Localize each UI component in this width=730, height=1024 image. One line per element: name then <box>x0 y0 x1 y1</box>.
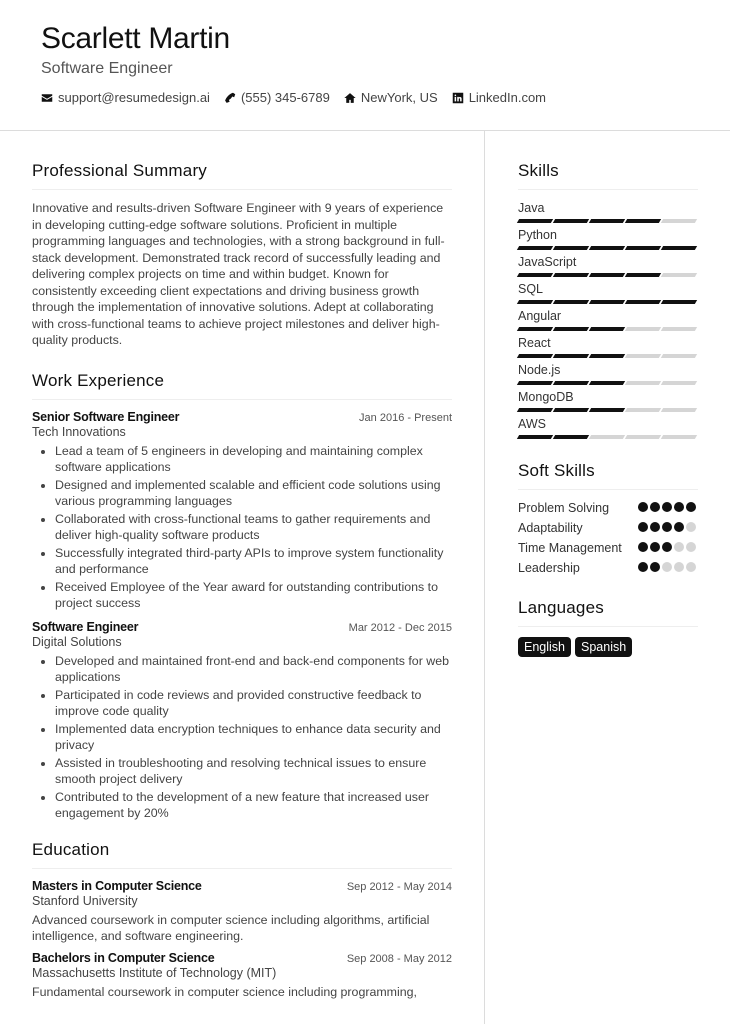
skill-level-segment <box>553 327 589 331</box>
soft-skills-section <box>518 461 698 576</box>
skill-name: Angular <box>518 309 562 323</box>
soft-skill-name: Problem Solving <box>518 501 610 515</box>
soft-skill-item <box>518 520 698 536</box>
contact-linkedin[interactable] <box>452 90 546 105</box>
soft-skill-item <box>518 500 698 516</box>
rating-dot <box>650 542 660 552</box>
language-tag: English <box>518 637 571 657</box>
skill-level-segment <box>589 246 625 250</box>
column-divider <box>484 131 485 1024</box>
rating-dot <box>638 522 648 532</box>
rating-dot <box>686 502 696 512</box>
summary-section <box>32 161 452 349</box>
job-bullets <box>32 653 452 822</box>
language-tags <box>518 637 698 657</box>
job-title: Software Engineer <box>32 619 139 634</box>
skill-item <box>518 362 698 385</box>
skill-level-segment <box>625 381 661 385</box>
soft-skills-list <box>518 500 698 576</box>
rating-dot <box>662 502 672 512</box>
job-date: Mar 2012 - Dec 2015 <box>348 621 452 634</box>
job-bullet: • Contributed to the development of a new feature that increased user engagement by 20% <box>55 789 452 822</box>
linkedin-icon <box>452 92 464 104</box>
skill-level-segment <box>661 408 697 412</box>
rating-dot <box>686 542 696 552</box>
envelope-icon <box>41 92 53 104</box>
rating-dot <box>638 542 648 552</box>
rating-dot <box>650 502 660 512</box>
skill-level-segment <box>661 381 697 385</box>
skill-level-segment <box>553 435 589 439</box>
skill-level-bar <box>518 435 698 439</box>
skill-level-segment <box>553 381 589 385</box>
skill-name: JavaScript <box>518 255 577 269</box>
skill-level-segment <box>553 300 589 304</box>
degree-title: Bachelors in Computer Science <box>32 950 215 965</box>
skill-level-bar <box>518 300 698 304</box>
soft-skill-name: Time Management <box>518 541 622 555</box>
school-name: Stanford University <box>32 893 138 908</box>
skill-level-segment <box>517 381 553 385</box>
skill-level-segment <box>661 219 697 223</box>
skill-level-segment <box>589 435 625 439</box>
skill-level-segment <box>589 327 625 331</box>
rating-dot <box>662 562 672 572</box>
soft-skill-name: Leadership <box>518 561 580 575</box>
skill-name: MongoDB <box>518 390 574 404</box>
degree-description: Fundamental coursework in computer science including programming, <box>32 984 417 999</box>
main-column <box>32 161 452 1006</box>
job-bullet: • Successfully integrated third-party APIs to improve system functionality and performance <box>55 545 452 578</box>
degree-title: Masters in Computer Science <box>32 878 202 893</box>
job-entry <box>32 620 452 822</box>
rating-dot <box>674 542 684 552</box>
skill-name: SQL <box>518 282 544 296</box>
contact-location-text: NewYork, US <box>360 90 438 105</box>
skill-level-bar <box>518 219 698 223</box>
rating-dot <box>674 562 684 572</box>
skill-level-segment <box>517 354 553 358</box>
skill-level-segment <box>625 273 661 277</box>
section-title-summary: Professional Summary <box>32 161 452 190</box>
degree-date: Sep 2012 - May 2014 <box>346 880 452 893</box>
skill-name: AWS <box>518 417 547 431</box>
skill-level-segment <box>553 273 589 277</box>
skill-level-segment <box>661 354 697 358</box>
contact-email[interactable] <box>41 90 210 105</box>
rating-dot <box>674 522 684 532</box>
skill-item <box>518 227 698 250</box>
skill-level-bar <box>518 273 698 277</box>
skill-level-bar <box>518 327 698 331</box>
skill-level-segment <box>589 381 625 385</box>
skills-list <box>518 200 698 439</box>
rating-dot <box>650 522 660 532</box>
job-entry <box>32 410 452 612</box>
job-bullet: • Assisted in troubleshooting and resolving technical issues to ensure smooth project delivery <box>55 755 452 788</box>
contact-linkedin-text: LinkedIn.com <box>468 90 547 105</box>
skill-level-segment <box>625 435 661 439</box>
education-section <box>32 840 452 1001</box>
contact-location <box>344 90 438 105</box>
skill-level-segment <box>661 300 697 304</box>
skill-level-segment <box>589 273 625 277</box>
skill-level-segment <box>625 246 661 250</box>
contact-phone[interactable] <box>224 90 330 105</box>
soft-skill-item <box>518 540 698 556</box>
home-icon <box>344 92 356 104</box>
skill-level-segment <box>661 273 697 277</box>
skill-level-segment <box>661 246 697 250</box>
candidate-name: Scarlett Martin <box>41 22 230 55</box>
job-bullet: • Implemented data encryption techniques to enhance data security and privacy <box>55 721 452 754</box>
skill-level-segment <box>517 435 553 439</box>
skill-level-segment <box>625 354 661 358</box>
rating-dot <box>686 562 696 572</box>
degree-date: Sep 2008 - May 2012 <box>346 952 452 965</box>
skill-level-segment <box>517 246 553 250</box>
section-title-soft-skills: Soft Skills <box>518 461 698 490</box>
skill-item <box>518 389 698 412</box>
education-entry <box>32 879 452 945</box>
skill-level-segment <box>553 246 589 250</box>
job-date: Jan 2016 - Present <box>359 411 452 424</box>
job-company: Tech Innovations <box>32 424 126 439</box>
rating-dot <box>638 502 648 512</box>
skill-level-segment <box>517 408 553 412</box>
skill-level-segment <box>553 408 589 412</box>
resume-header <box>0 0 730 131</box>
school-name: Massachusetts Institute of Technology (MIT) <box>32 965 277 980</box>
skill-item <box>518 254 698 277</box>
skill-level-segment <box>517 300 553 304</box>
skill-level-segment <box>589 408 625 412</box>
experience-section <box>32 371 452 822</box>
skill-level-bar <box>518 381 698 385</box>
skill-level-segment <box>589 354 625 358</box>
skill-level-bar <box>518 408 698 412</box>
job-bullet: • Participated in code reviews and provided constructive feedback to improve code quality <box>55 687 452 720</box>
skill-item <box>518 281 698 304</box>
skill-level-segment <box>589 219 625 223</box>
soft-skill-rating <box>638 540 698 556</box>
rating-dot <box>650 562 660 572</box>
skill-item <box>518 416 698 439</box>
contact-email-text: support@resumedesign.ai <box>58 90 210 105</box>
contact-list <box>41 90 546 105</box>
rating-dot <box>674 502 684 512</box>
job-bullet: • Developed and maintained front-end and back-end components for web applications <box>55 653 452 686</box>
languages-section <box>518 598 698 657</box>
skill-level-segment <box>553 219 589 223</box>
skill-level-segment <box>625 408 661 412</box>
soft-skill-rating <box>638 520 698 536</box>
skill-name: React <box>518 336 551 350</box>
skill-item <box>518 335 698 358</box>
skill-level-segment <box>625 327 661 331</box>
skill-level-bar <box>518 246 698 250</box>
skill-item <box>518 308 698 331</box>
job-bullet: • Received Employee of the Year award for outstanding contributions to project success <box>55 579 452 612</box>
skill-level-bar <box>518 354 698 358</box>
skill-level-segment <box>661 327 697 331</box>
soft-skill-item <box>518 560 698 576</box>
job-company: Digital Solutions <box>32 634 122 649</box>
job-bullet: • Collaborated with cross-functional teams to gather requirements and deliver high-quality software products <box>55 511 452 544</box>
skill-name: Java <box>518 201 545 215</box>
rating-dot <box>662 542 672 552</box>
section-title-education: Education <box>32 840 452 869</box>
rating-dot <box>662 522 672 532</box>
education-entry <box>32 951 452 1001</box>
language-tag: Spanish <box>575 637 632 657</box>
soft-skill-rating <box>638 500 698 516</box>
skill-name: Python <box>518 228 557 242</box>
skill-level-segment <box>517 219 553 223</box>
candidate-role: Software Engineer <box>41 60 173 77</box>
skill-name: Node.js <box>518 363 561 377</box>
section-title-experience: Work Experience <box>32 371 452 400</box>
section-title-skills: Skills <box>518 161 698 190</box>
contact-phone-text: (555) 345-6789 <box>240 90 330 105</box>
soft-skill-name: Adaptability <box>518 521 583 535</box>
phone-icon <box>224 92 236 104</box>
skills-section <box>518 161 698 439</box>
skill-level-segment <box>517 327 553 331</box>
skill-item <box>518 200 698 223</box>
skill-level-segment <box>625 219 661 223</box>
soft-skill-rating <box>638 560 698 576</box>
skill-level-segment <box>625 300 661 304</box>
job-bullet: • Designed and implemented scalable and efficient code solutions using various programming languages <box>55 477 452 510</box>
rating-dot <box>638 562 648 572</box>
job-bullet: • Lead a team of 5 engineers in developing and maintaining complex software applications <box>55 443 452 476</box>
skill-level-segment <box>661 435 697 439</box>
section-title-languages: Languages <box>518 598 698 627</box>
skill-level-segment <box>517 273 553 277</box>
rating-dot <box>686 522 696 532</box>
sidebar-column <box>518 161 698 657</box>
summary-text: Innovative and results-driven Software Engineer with 9 years of experience in developing cutting-edge software solutions. Proficient in multiple programming languages and technologies, with a strong background in full-stack development. Demonstrated track record of successfully leading and delivering complex projects on time and within budget. Known for consistently exceeding client expectations and driving business growth through the implementation of innovative solutions. Adept at collaborating with cross-functional teams to achieve project milestones and deliver high-quality products. <box>32 201 445 347</box>
degree-description: Advanced coursework in computer science including algorithms, artificial intelligence, and software engineering. <box>32 912 430 943</box>
skill-level-segment <box>553 354 589 358</box>
job-bullets <box>32 443 452 612</box>
job-title: Senior Software Engineer <box>32 409 180 424</box>
skill-level-segment <box>589 300 625 304</box>
